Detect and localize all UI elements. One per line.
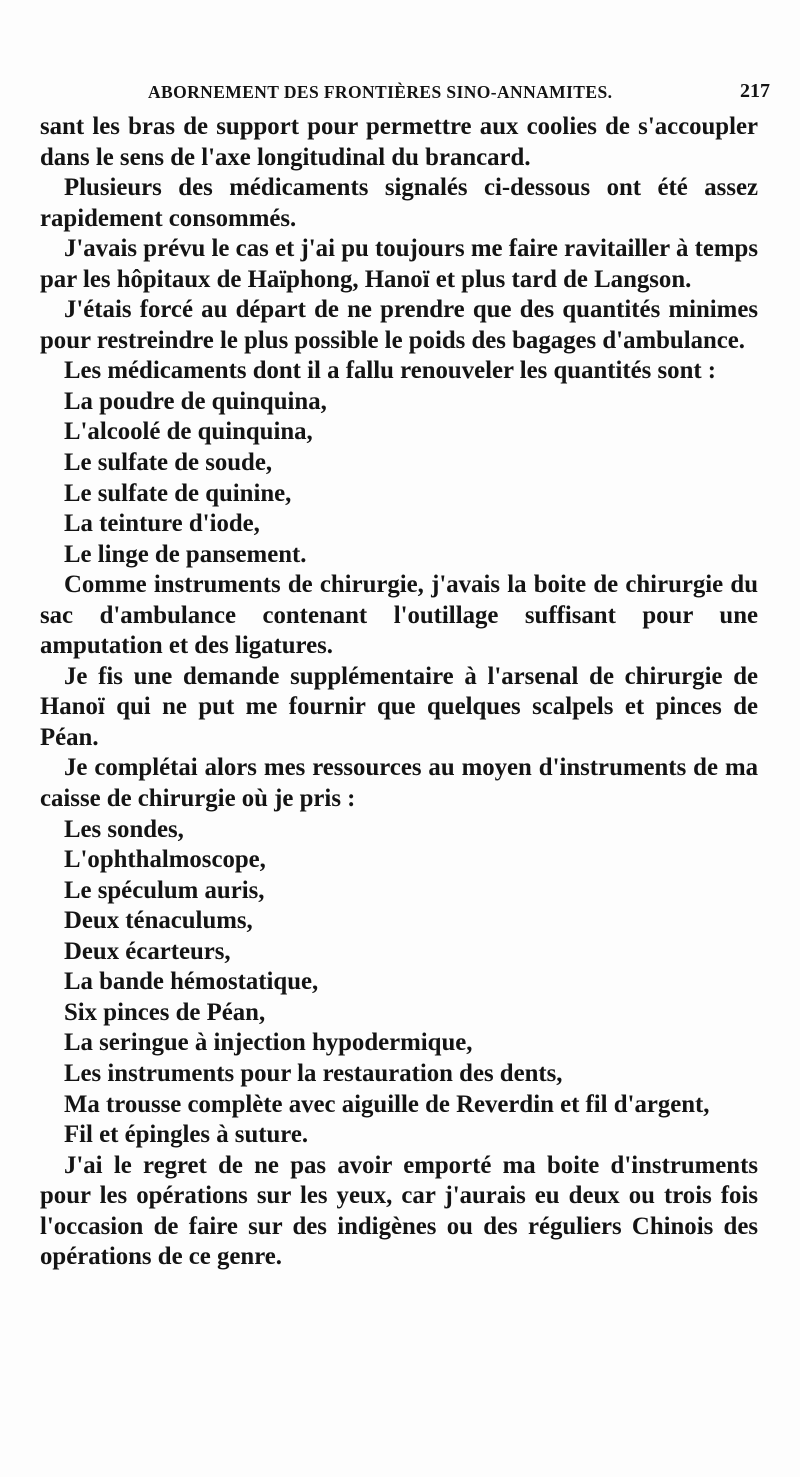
paragraph: Je fis une demande supplémentaire à l'arsenal de chirurgie de Hanoï qui ne put me fournir que quelques scalpels et pinces de Péan. (40, 662, 758, 751)
paragraph: Les médicaments dont il a fallu renouveler les quantités sont : (64, 357, 717, 385)
running-head: ABORNEMENT DES FRONTIÈRES SINO-ANNAMITES. (148, 82, 613, 102)
list-item: Les instruments pour la restauration des dents, (64, 1059, 563, 1087)
list-item: Le sulfate de quinine, (64, 479, 292, 507)
list-item: Six pinces de Péan, (64, 998, 266, 1026)
list-item: Les sondes, (64, 815, 184, 843)
paragraph: Je complétai alors mes ressources au moyen d'instruments de ma caisse de chirurgie où je pris : (40, 754, 758, 813)
list-item: L'ophthalmoscope, (64, 846, 266, 874)
paragraph: J'avais prévu le cas et j'ai pu toujours me faire ravitailler à temps par les hôpitaux de Haïphong, Hanoï et plus tard de Langson. (40, 235, 758, 293)
list-item: La poudre de quinquina, (64, 387, 327, 415)
instrument-list (40, 815, 758, 1151)
paragraph-continuation: sant les bras de support pour permettre aux coolies de s'accoupler dans le sens de l'axe longitudinal du brancard. (40, 113, 758, 171)
paragraph: Comme instruments de chirurgie, j'avais la boite de chirurgie du sac d'ambulance contenant l'outillage suffisant pour une amputation et des ligatures. (40, 571, 758, 660)
list-item: Fil et épingles à suture. (64, 1121, 309, 1149)
list-item: Le sulfate de soude, (64, 449, 273, 477)
page-number: 217 (740, 80, 770, 102)
list-item: Le linge de pansement. (64, 540, 307, 568)
body-text (40, 112, 758, 1273)
paragraph: Plusieurs des médicaments signalés ci-dessous ont été assez rapidement consommés. (40, 174, 758, 232)
list-item: L'alcoolé de quinquina, (64, 418, 313, 446)
list-item: La bande hémostatique, (64, 968, 319, 996)
list-item: La seringue à injection hypodermique, (64, 1029, 473, 1057)
list-item: Deux ténaculums, (64, 907, 253, 935)
list-item: La teinture d'iode, (64, 510, 260, 538)
list-item: Le spéculum auris, (64, 876, 265, 904)
list-item: Deux écarteurs, (64, 937, 231, 965)
medication-list (40, 387, 758, 570)
paragraph: J'étais forcé au départ de ne prendre que des quantités minimes pour restreindre le plus possible le poids des bagages d'ambulance. (40, 296, 758, 354)
paragraph: J'ai le regret de ne pas avoir emporté ma boite d'instruments pour les opérations sur les yeux, car j'aurais eu deux ou trois fois l'occasion de faire sur des indigènes ou des réguliers Chinois des opérations de ce genre. (40, 1151, 758, 1271)
page-header (40, 82, 770, 112)
list-item: Ma trousse complète avec aiguille de Reverdin et fil d'argent, (64, 1090, 710, 1118)
